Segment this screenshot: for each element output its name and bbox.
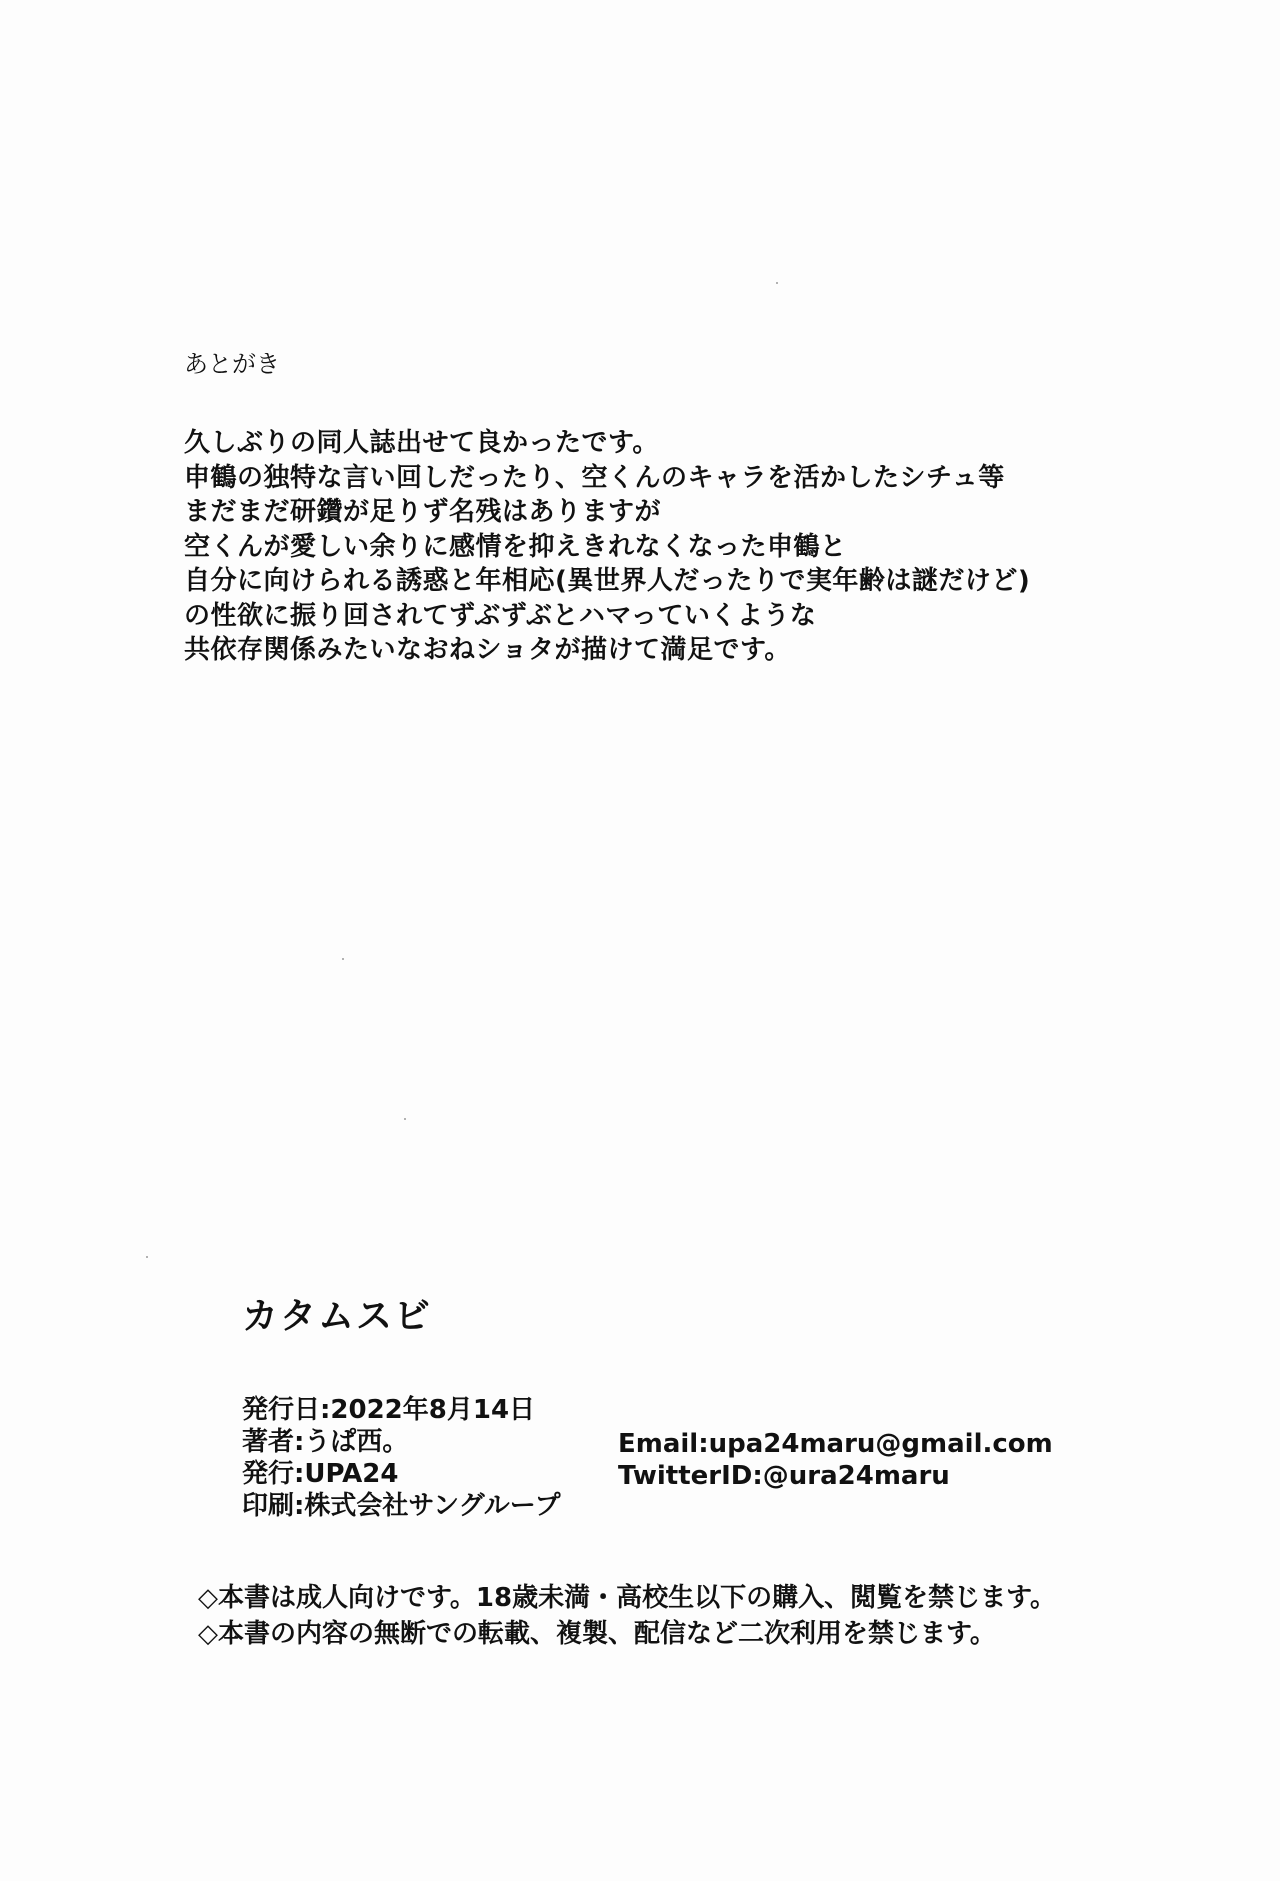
afterword-line: 久しぶりの同人誌出せて良かったです。: [184, 428, 659, 458]
afterword-line: 申鶴の独特な言い回しだったり、空くんのキャラを活かしたシチュ等: [184, 462, 1005, 493]
paper-speck: [776, 282, 778, 284]
paper-speck: [404, 1118, 406, 1120]
afterword-line: まだまだ研鑽が足りず名残はありますが: [184, 497, 662, 527]
afterword-body: [184, 426, 1084, 668]
contact-email: Email:upa24maru@gmail.com: [618, 1429, 1053, 1459]
book-title: カタムスビ: [242, 1296, 433, 1337]
afterword-line: の性欲に振り回されてずぶずぶとハマっていくような: [184, 600, 817, 631]
colophon-info: [242, 1394, 1142, 1524]
contact-twitter: TwitterID:@ura24maru: [618, 1461, 950, 1491]
afterword-section: [184, 344, 1084, 668]
afterword-line: 空くんが愛しい余りに感情を抑えきれなくなった申鶴と: [184, 531, 847, 562]
adult-notice: ◇本書は成人向けです。18歳未満・高校生以下の購入、閲覧を禁じます。: [198, 1583, 1057, 1613]
afterword-line: 自分に向けられる誘惑と年相応(異世界人だったりで実年齢は謎だけど): [184, 566, 1031, 596]
paper-speck: [342, 958, 344, 960]
paper-speck: [146, 1256, 148, 1258]
copyright-notice: ◇本書の内容の無断での転載、複製、配信など二次利用を禁じます。: [198, 1619, 996, 1649]
publisher: 発行:UPA24: [242, 1459, 399, 1489]
colophon-info-right: [618, 1428, 1053, 1492]
colophon-section: [242, 1292, 1142, 1524]
notices-section: [198, 1580, 1098, 1652]
issue-date: 発行日:2022年8月14日: [242, 1395, 536, 1425]
afterword-heading: あとがき: [184, 350, 280, 378]
printer: 印刷:株式会社サングループ: [242, 1491, 561, 1521]
colophon-info-left: [242, 1394, 561, 1522]
author: 著者:うぱ西。: [242, 1427, 409, 1457]
afterword-line: 共依存関係みたいなおねショタが描けて満足です。: [184, 635, 791, 665]
